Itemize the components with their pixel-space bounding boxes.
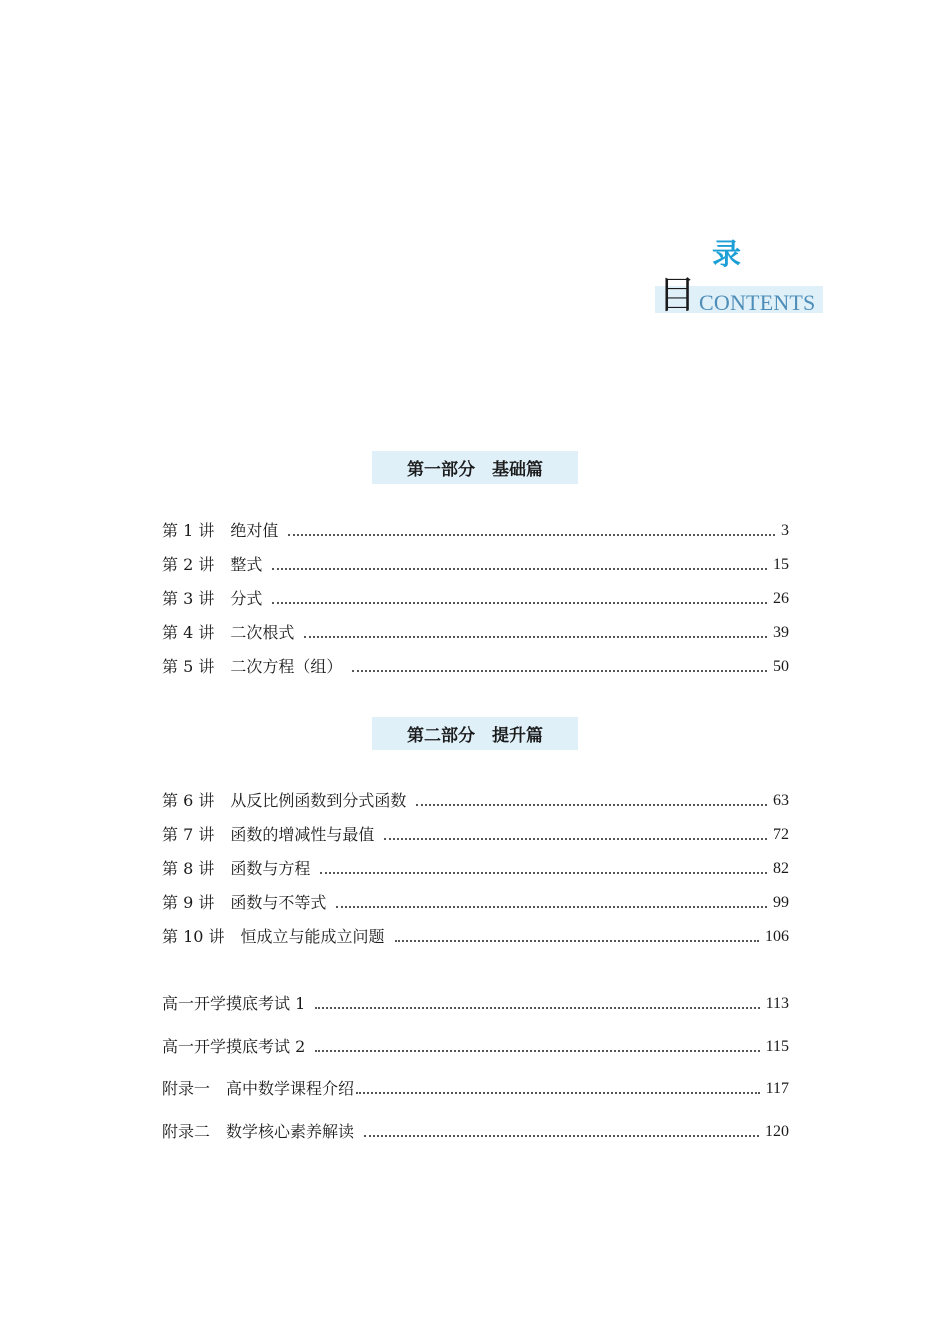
toc-entry-page: 106 — [765, 928, 789, 945]
toc-entry-page: 113 — [765, 995, 789, 1012]
toc-leader-dots — [272, 567, 767, 570]
toc-entry-appendix-1[interactable] — [162, 1076, 789, 1100]
toc-entry-label: 第 10 讲 恒成立与能成立问题 — [162, 927, 385, 946]
toc-leader-dots — [356, 1091, 760, 1094]
toc-leader-dots — [315, 1049, 759, 1052]
toc-entry-appendix-2[interactable] — [162, 1119, 789, 1143]
toc-entry-page: 3 — [781, 522, 789, 539]
toc-leader-dots — [364, 1134, 759, 1137]
toc-entry-page: 120 — [765, 1123, 789, 1140]
toc-leader-dots — [272, 601, 767, 604]
toc-entry-label: 高一开学摸底考试 2 — [162, 1037, 306, 1056]
toc-entry-exam-2[interactable] — [162, 1034, 789, 1058]
toc-leader-dots — [395, 939, 759, 942]
toc-entry-page: 99 — [773, 894, 789, 911]
toc-leader-dots — [315, 1006, 759, 1009]
toc-entry-label: 附录二 数学核心素养解读 — [162, 1122, 355, 1141]
toc-entry-lecture-2[interactable] — [162, 552, 789, 576]
toc-leader-dots — [384, 837, 767, 840]
toc-entry-label: 第 8 讲 函数与方程 — [162, 859, 311, 878]
toc-entry-lecture-3[interactable] — [162, 586, 789, 610]
toc-entry-label: 第 6 讲 从反比例函数到分式函数 — [162, 791, 407, 810]
toc-entry-label: 第 9 讲 函数与不等式 — [162, 893, 327, 912]
title-char-lu: 录 — [712, 237, 742, 271]
toc-entry-page: 39 — [773, 624, 789, 641]
toc-leader-dots — [304, 635, 767, 638]
toc-entry-exam-1[interactable] — [162, 991, 789, 1015]
toc-entry-page: 50 — [773, 658, 789, 675]
toc-entry-lecture-10[interactable] — [162, 924, 789, 948]
toc-entry-page: 117 — [765, 1080, 789, 1097]
toc-entry-lecture-6[interactable] — [162, 788, 789, 812]
toc-entry-label: 高一开学摸底考试 1 — [162, 994, 306, 1013]
toc-leader-dots — [416, 803, 767, 806]
toc-entry-page: 72 — [773, 826, 789, 843]
toc-entry-lecture-8[interactable] — [162, 856, 789, 880]
toc-entry-page: 63 — [773, 792, 789, 809]
title-english: CONTENTS — [699, 290, 816, 315]
toc-entry-lecture-4[interactable] — [162, 620, 789, 644]
toc-entry-lecture-7[interactable] — [162, 822, 789, 846]
toc-entry-label: 第 7 讲 函数的增减性与最值 — [162, 825, 375, 844]
toc-leader-dots — [336, 905, 767, 908]
toc-leader-dots — [352, 669, 767, 672]
toc-entry-label: 第 1 讲 绝对值 — [162, 521, 279, 540]
toc-entry-lecture-5[interactable] — [162, 654, 789, 678]
toc-entry-page: 82 — [773, 860, 789, 877]
part2-heading: 第二部分 提升篇 — [372, 717, 578, 750]
toc-entry-label: 第 3 讲 分式 — [162, 589, 263, 608]
toc-title — [655, 236, 830, 320]
toc-entry-lecture-9[interactable] — [162, 890, 789, 914]
toc-entry-label: 第 4 讲 二次根式 — [162, 623, 295, 642]
toc-entry-label: 第 5 讲 二次方程（组） — [162, 657, 343, 676]
toc-entry-page: 15 — [773, 556, 789, 573]
toc-entry-label: 附录一 高中数学课程介绍 — [162, 1079, 355, 1098]
part1-heading: 第一部分 基础篇 — [372, 451, 578, 484]
toc-entry-label: 第 2 讲 整式 — [162, 555, 263, 574]
toc-leader-dots — [320, 871, 767, 874]
toc-entry-lecture-1[interactable] — [162, 518, 789, 542]
toc-leader-dots — [288, 533, 775, 536]
title-char-mu: 目 — [658, 273, 697, 317]
toc-entry-page: 26 — [773, 590, 789, 607]
toc-entry-page: 115 — [765, 1038, 789, 1055]
